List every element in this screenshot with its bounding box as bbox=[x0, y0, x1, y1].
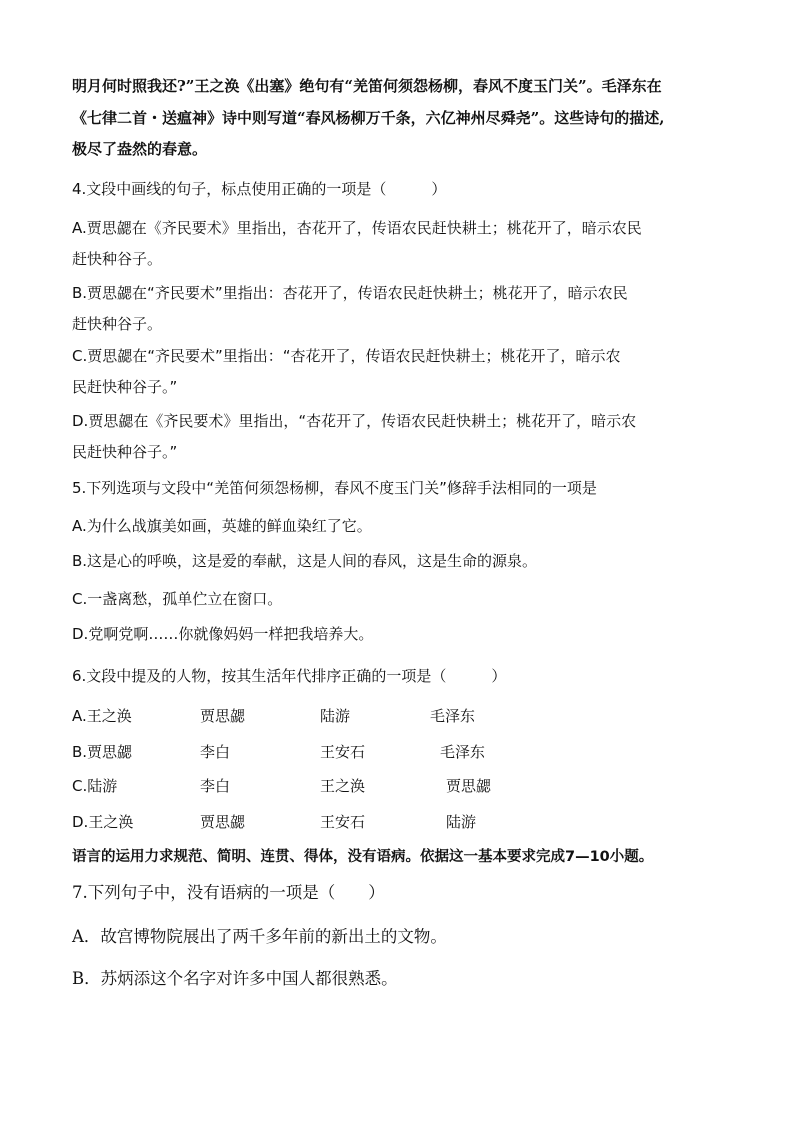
option-name: B.贾思勰 bbox=[72, 743, 133, 761]
question-6-option-c bbox=[72, 776, 772, 796]
question-4-option-b-cont: 赶快种谷子。 bbox=[72, 315, 163, 333]
question-5-stem: 5.下列选项与文段中“羌笛何须怨杨柳，春风不度玉门关”修辞手法相同的一项是 bbox=[72, 479, 597, 497]
option-name: 王安石 bbox=[320, 813, 366, 831]
question-7-stem: 7.下列句子中，没有语病的一项是（ ） bbox=[72, 883, 385, 902]
question-6-stem: 6.文段中提及的人物，按其生活年代排序正确的一项是（ ） bbox=[72, 667, 507, 685]
question-5-option-b: B.这是心的呼唤，这是爱的奉献，这是人间的春风，这是生命的源泉。 bbox=[72, 552, 538, 570]
passage-line: 《七律二首・送瘟神》诗中则写道“春风杨柳万千条，六亿神州尽舜尧”。这些诗句的描述, bbox=[72, 109, 665, 127]
question-4-option-a: A.贾思勰在《齐民要术》里指出，杏花开了，传语农民赶快耕土；桃花开了，暗示农民 bbox=[72, 219, 642, 237]
question-5-option-d: D.党啊党啊……你就像妈妈一样把我培养大。 bbox=[72, 625, 374, 643]
question-4-option-b: B.贾思勰在“齐民要术”里指出：杏花开了，传语农民赶快耕土；桃花开了，暗示农民 bbox=[72, 284, 628, 302]
question-4-option-c-cont: 民赶快种谷子。” bbox=[72, 378, 178, 396]
question-5-option-a: A.为什么战旗美如画，英雄的鲜血染红了它。 bbox=[72, 517, 372, 535]
option-name: 贾思勰 bbox=[446, 777, 492, 795]
option-name: C.陆游 bbox=[72, 777, 118, 795]
section-instruction: 语言的运用力求规范、简明、连贯、得体，没有语病。依据这一基本要求完成7—10小题。 bbox=[72, 849, 654, 865]
question-6-option-d bbox=[72, 812, 772, 832]
question-7-option-b: B．苏炳添这个名字对许多中国人都很熟悉。 bbox=[72, 969, 398, 988]
option-name: 毛泽东 bbox=[430, 707, 476, 725]
passage-line: 极尽了盎然的春意。 bbox=[72, 140, 208, 158]
option-name: 贾思勰 bbox=[200, 813, 246, 831]
question-7-option-a: A．故宫博物院展出了两千多年前的新出土的文物。 bbox=[72, 927, 447, 946]
question-4-option-d: D.贾思勰在《齐民要术》里指出，“杏花开了，传语农民赶快耕土；桃花开了，暗示农 bbox=[72, 412, 637, 430]
option-name: 陆游 bbox=[446, 813, 477, 831]
option-name: 王安石 bbox=[320, 743, 366, 761]
question-6-option-b bbox=[72, 742, 772, 762]
question-4-option-c: C.贾思勰在“齐民要术”里指出：“杏花开了，传语农民赶快耕土；桃花开了，暗示农 bbox=[72, 347, 621, 365]
option-name: 李白 bbox=[200, 743, 231, 761]
option-name: 王之涣 bbox=[320, 777, 366, 795]
passage-line: 明月何时照我还?”王之涣《出塞》绝句有“羌笛何须怨杨柳，春风不度玉门关”。毛泽东在 bbox=[72, 77, 662, 95]
question-5-option-c: C.一盏离愁，孤单伫立在窗口。 bbox=[72, 590, 283, 608]
option-name: D.王之涣 bbox=[72, 813, 134, 831]
option-name: 毛泽东 bbox=[440, 743, 486, 761]
option-name: 贾思勰 bbox=[200, 707, 246, 725]
question-4-option-d-cont: 民赶快种谷子。” bbox=[72, 443, 178, 461]
option-name: 陆游 bbox=[320, 707, 351, 725]
option-name: 李白 bbox=[200, 777, 231, 795]
question-4-stem: 4.文段中画线的句子，标点使用正确的一项是（ ） bbox=[72, 180, 447, 198]
question-6-option-a bbox=[72, 706, 772, 726]
question-4-option-a-cont: 赶快种谷子。 bbox=[72, 250, 163, 268]
option-name: A.王之涣 bbox=[72, 707, 132, 725]
